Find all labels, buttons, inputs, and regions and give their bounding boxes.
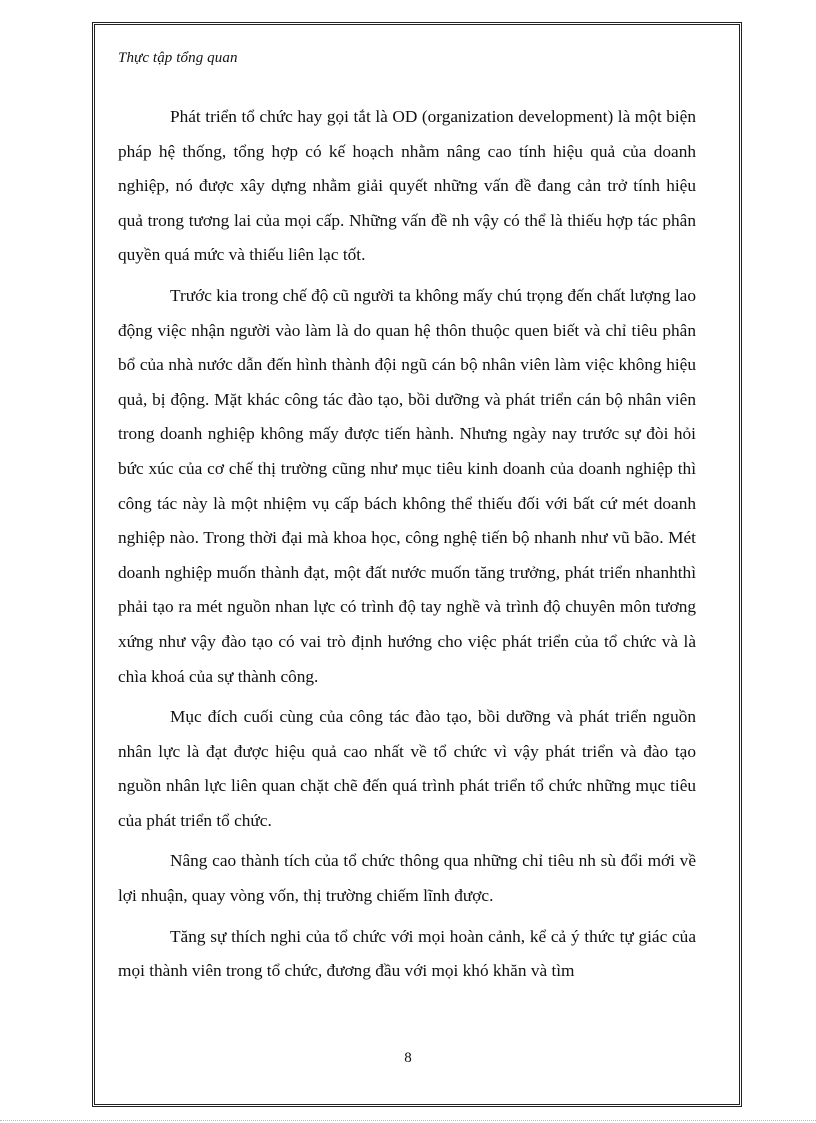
- paragraph: Nâng cao thành tích của tổ chức thông qua những chỉ tiêu nh sù đổi mới về lợi nhuận, quay vòng vốn, thị trường chiếm lĩnh được.: [118, 851, 696, 906]
- page-number: 8: [404, 1050, 412, 1066]
- running-header: Thực tập tổng quan: [118, 50, 238, 66]
- paragraph: Trước kia trong chế độ cũ người ta không mấy chú trọng đến chất lượng lao động việc nhận người vào làm là do quan hệ thôn thuộc quen biết và chỉ tiêu phân bổ của nhà nước dẫn đến hình thành đội ngũ cán bộ nhân viên làm việc không hiệu quả, bị động. Mặt khác công tác đào tạo, bồi dưỡng và phát triển cán bộ nhân viên trong doanh nghiệp không mấy được tiến hành. Nhưng ngày nay trước sự đòi hỏi bức xúc của cơ chế thị trường cũng như mục tiêu kinh doanh của doanh nghiệp thì công tác này là một nhiệm vụ cấp bách không thể thiếu đối với bất cứ mét doanh nghiệp nào. Trong thời đại mà khoa học, công nghệ tiến bộ nhanh như vũ bão. Mét doanh nghiệp muốn thành đạt, một đất nước muốn tăng trưởng, phát triển nhanhthì phải tạo ra mét nguồn nhan lực có trình độ tay nghề và trình độ chuyên môn tương xứng như vậy đào tạo có vai trò định hướng cho việc phát triển của tổ chức và là chìa khoá của sự thành công.: [118, 285, 696, 686]
- body-text: [118, 100, 696, 995]
- page-bottom-divider: [0, 1120, 816, 1121]
- paragraph: Phát triển tổ chức hay gọi tắt là OD (organization development) là một biện pháp hệ thống, tổng hợp có kế hoạch nhằm nâng cao tính hiệu quả của doanh nghiệp, nó được xây dựng nhằm giải quyết những vấn đề đang cản trở tính hiệu quả trong tương lai của mọi cấp. Những vấn đề nh vậy có thể là thiếu hợp tác phân quyền quá mức và thiếu liên lạc tốt.: [118, 107, 696, 265]
- paragraph: Mục đích cuối cùng của công tác đào tạo, bồi dưỡng và phát triển nguồn nhân lực là đạt được hiệu quả cao nhất về tổ chức vì vậy phát triển và đào tạo nguồn nhân lực liên quan chặt chẽ đến quá trình phát triển tổ chức những mục tiêu của phát triển tổ chức.: [118, 707, 696, 830]
- paragraph: Tăng sự thích nghi của tổ chức với mọi hoàn cảnh, kể cả ý thức tự giác của mọi thành viên trong tổ chức, đương đầu với mọi khó khăn và tìm: [118, 926, 696, 981]
